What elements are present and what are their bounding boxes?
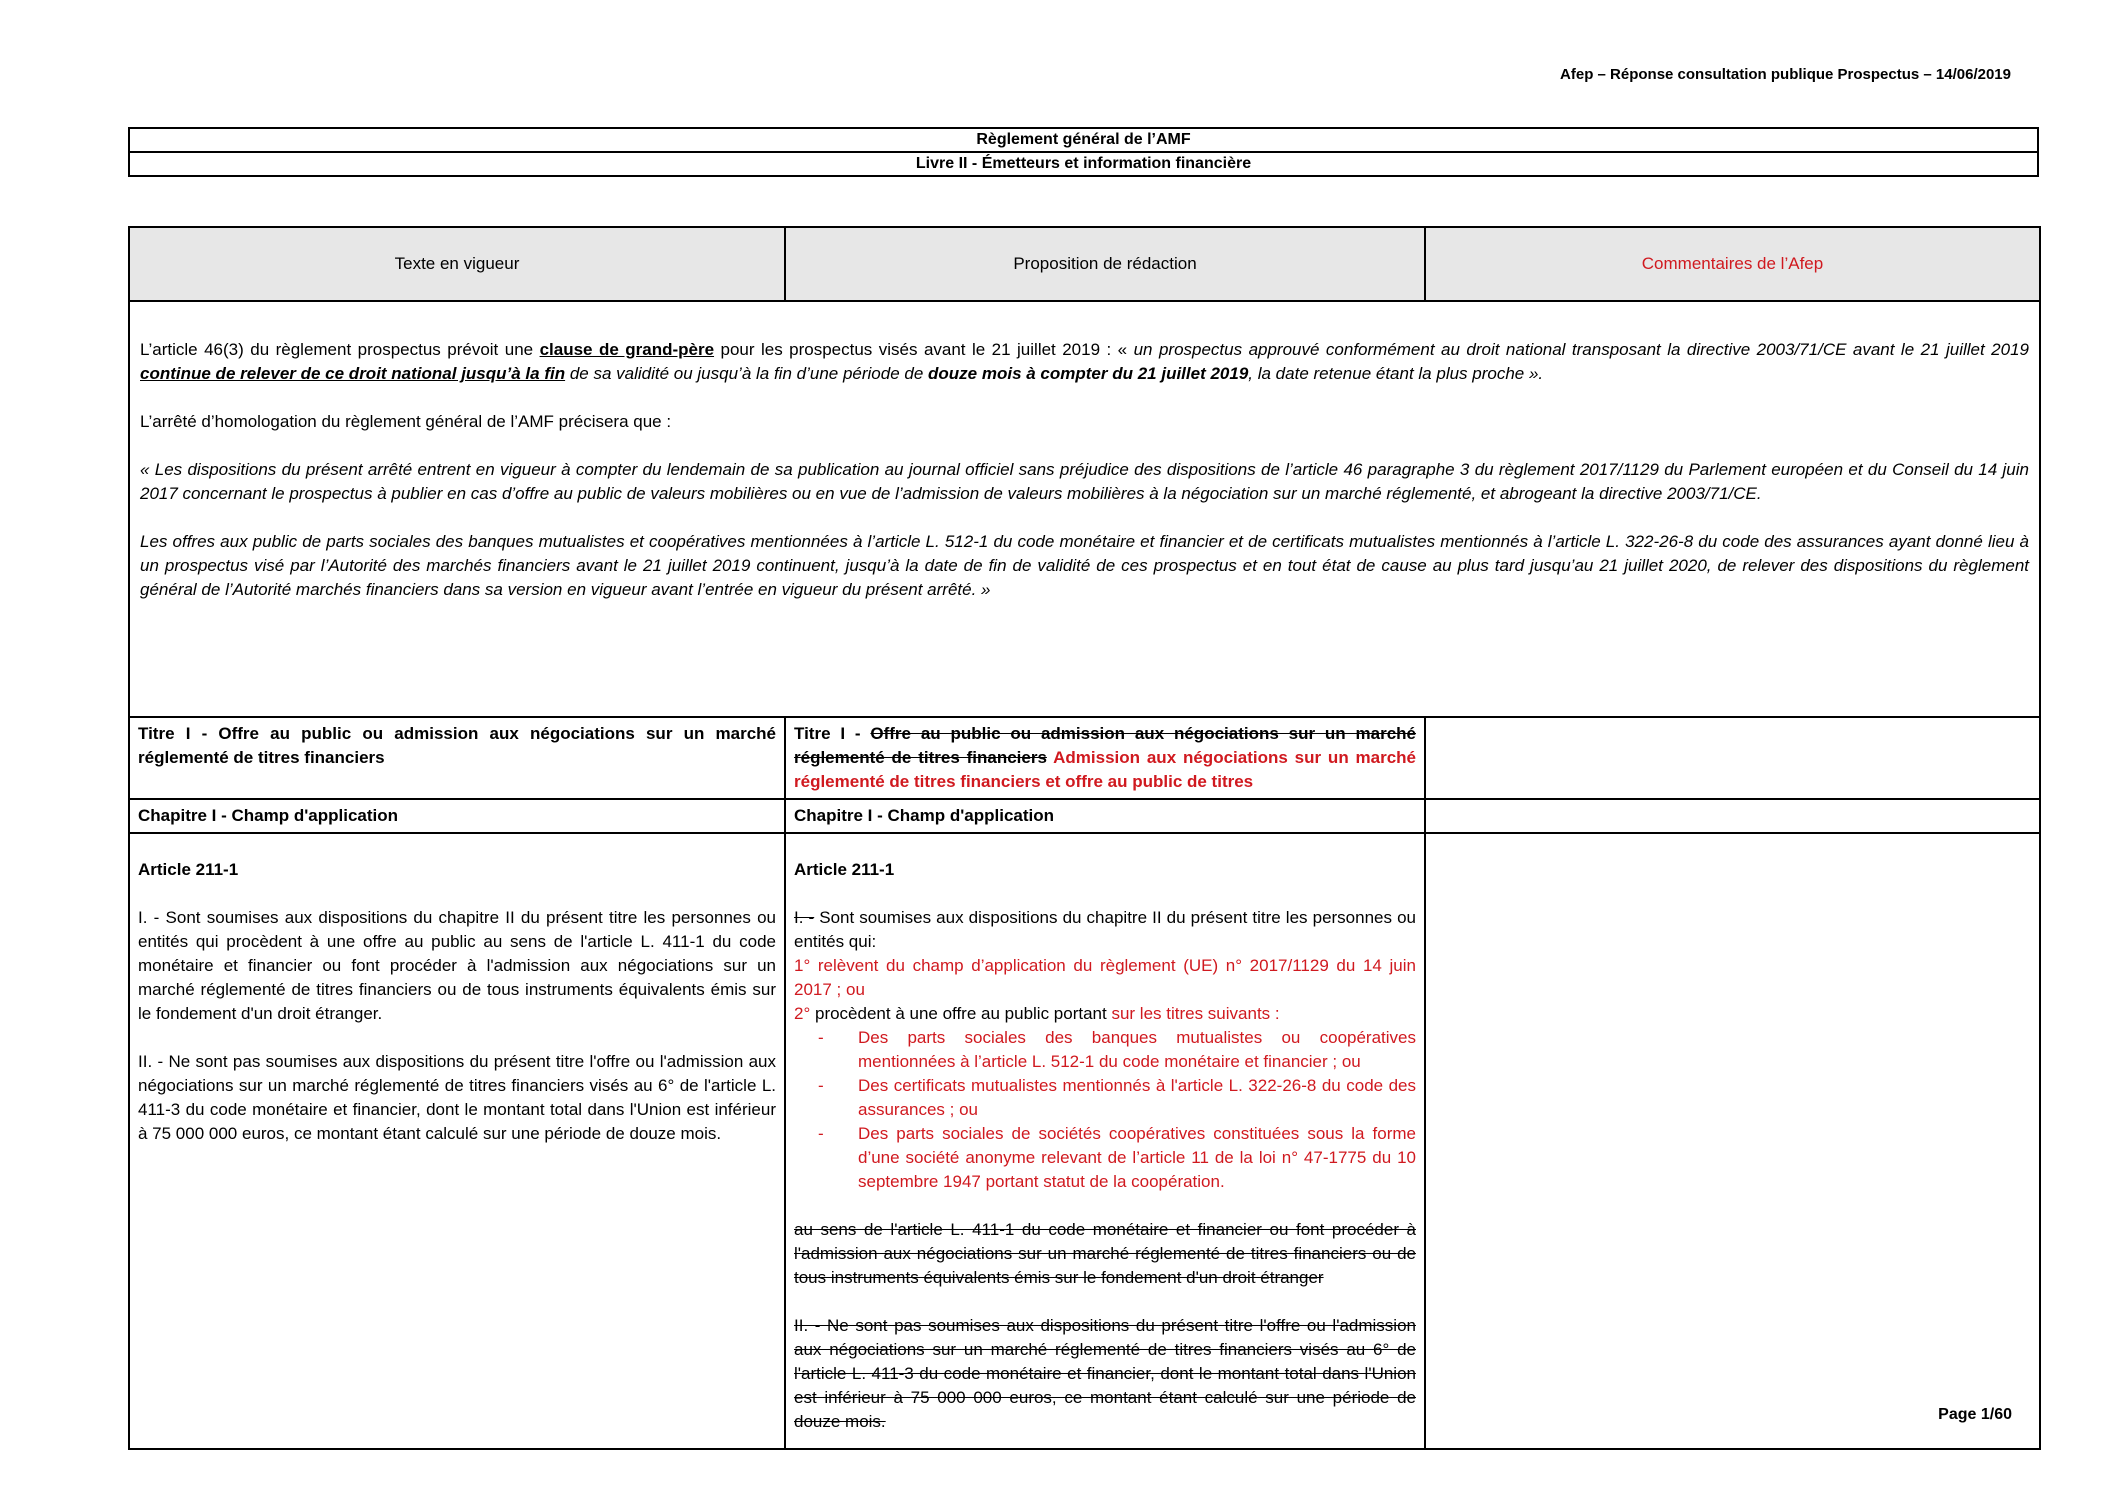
list-item: - Des parts sociales de sociétés coopératives constituées sous la forme d’une société anonyme relevant de l’article 11 de la loi n° 47-1775 du 10 septembre 1947 portant statut de la coopération. <box>818 1124 1416 1191</box>
cell-chapitre-proposal: Chapitre I - Champ d'application <box>785 799 1425 833</box>
article-struck-para-3: II. - Ne sont pas soumises aux dispositions du présent titre l'offre ou l'admission aux négociations sur un marché réglementé de titres financiers visés au 6° de l'article L. 411-3 du code monétaire et financier, dont le montant total dans l'Union est inférieur à 75 000 000 euros, ce montant étant calculé sur une période de douze mois. <box>794 1316 1416 1431</box>
article-item-2: 2° procèdent à une offre au public portant sur les titres suivants : <box>794 1004 1280 1023</box>
article-para-1-current: I. - Sont soumises aux dispositions du chapitre II du présent titre les personnes ou entités qui procèdent à une offre au public au sens de l'article L. 411-1 du code monétaire et financier ou font procéder à l'admission aux négociations sur un marché réglementé de titres financiers ou de tous instruments équivalents émis sur le fondement d'un droit étranger. <box>138 908 776 1023</box>
table-row-titre <box>129 717 2040 799</box>
document-header: Afep – Réponse consultation publique Prospectus – 14/06/2019 <box>1560 66 2011 83</box>
article-struck-para-2: au sens de l'article L. 411-1 du code monétaire et financier ou font procéder à l'admission aux négociations sur un marché réglementé de titres financiers ou de tous instruments équivalents émis sur le fondement d'un droit étranger <box>794 1220 1416 1287</box>
cell-article-proposal <box>785 833 1425 1449</box>
intro-cell <box>129 301 2040 717</box>
col-header-current-text: Texte en vigueur <box>129 227 785 301</box>
table-row-article <box>129 833 2040 1449</box>
cell-titre-comment <box>1425 717 2040 799</box>
article-item-1: 1° relèvent du champ d’application du règlement (UE) n° 2017/1129 du 14 juin 2017 ; ou <box>794 956 1416 999</box>
intro-row <box>129 301 2040 717</box>
cell-article-current <box>129 833 785 1449</box>
title-line-book: Livre II - Émetteurs et information financière <box>129 152 2038 176</box>
list-item: - Des certificats mutualistes mentionnés à l'article L. 322-26-8 du code des assurances ; ou <box>818 1076 1416 1119</box>
article-title-proposal: Article 211-1 <box>794 860 895 879</box>
title-line-regulation: Règlement général de l’AMF <box>129 128 2038 152</box>
col-header-proposal: Proposition de rédaction <box>785 227 1425 301</box>
table-header-row <box>129 227 2040 301</box>
cell-chapitre-comment <box>1425 799 2040 833</box>
page-number: Page 1/60 <box>1938 1406 2012 1423</box>
article-title-current: Article 211-1 <box>138 860 239 879</box>
cell-titre-current: Titre I - Offre au public ou admission aux négociations sur un marché réglementé de titres financiers <box>129 717 785 799</box>
comparison-table <box>128 226 2041 1450</box>
cell-article-comment <box>1425 833 2040 1449</box>
title-block <box>128 127 2039 177</box>
intro-paragraph-1: L’article 46(3) du règlement prospectus prévoit une clause de grand-père pour les prospectus visés avant le 21 juillet 2019 : « un prospectus approuvé conformément au droit national transposant la directive 2003/71/CE avant le 21 juillet 2019 continue de relever de ce droit national jusqu’à la fin de sa validité ou jusqu’à la fin d’une période de douze mois à compter du 21 juillet 2019, la date retenue étant la plus proche ». <box>140 340 2029 383</box>
article-para-1-proposal: I. - Sont soumises aux dispositions du chapitre II du présent titre les personnes ou entités qui: <box>794 908 1416 951</box>
table-row-chapitre <box>129 799 2040 833</box>
list-item: - Des parts sociales des banques mutualistes ou coopératives mentionnées à l’article L. 512-1 du code monétaire et financier ; ou <box>818 1028 1416 1071</box>
intro-paragraph-2: L’arrêté d’homologation du règlement général de l’AMF précisera que : <box>140 412 672 431</box>
col-header-afep-comments: Commentaires de l’Afep <box>1425 227 2040 301</box>
cell-chapitre-current: Chapitre I - Champ d'application <box>129 799 785 833</box>
intro-paragraph-4: Les offres aux public de parts sociales des banques mutualistes et coopératives mentionnées à l’article L. 512-1 du code monétaire et financier et de certificats mutualistes mentionnés à l’article L. 322-26-8 du code des assurances ayant donné lieu à un prospectus visé par l’Autorité des marchés financiers avant le 21 juillet 2019 continuent, jusqu’à la date de fin de validité de ces prospectus et en tout état de cause au plus tard jusqu’au 21 juillet 2020, de relever des dispositions du règlement général de l’Autorité marchés financiers dans sa version en vigueur avant l’entrée en vigueur du présent arrêté. » <box>140 532 2029 599</box>
intro-paragraph-3: « Les dispositions du présent arrêté entrent en vigueur à compter du lendemain de sa publication au journal officiel sans préjudice des dispositions de l’article 46 paragraphe 3 du règlement 2017/1129 du Parlement européen et du Conseil du 14 juin 2017 concernant le prospectus à publier en cas d’offre au public de valeurs mobilières ou en vue de l’admission de valeurs mobilières à la négociation sur un marché réglementé, et abrogeant la directive 2003/71/CE. <box>140 460 2029 503</box>
article-para-2-current: II. - Ne sont pas soumises aux dispositions du présent titre l'offre ou l'admission aux négociations sur un marché réglementé de titres financiers visés au 6° de l'article L. 411-3 du code monétaire et financier, dont le montant total dans l'Union est inférieur à 75 000 000 euros, ce montant étant calculé sur une période de douze mois. <box>138 1052 776 1143</box>
cell-titre-proposal: Titre I - Offre au public ou admission aux négociations sur un marché réglementé de titres financiers Admission aux négociations sur un marché réglementé de titres financiers et offre au public de titres <box>785 717 1425 799</box>
